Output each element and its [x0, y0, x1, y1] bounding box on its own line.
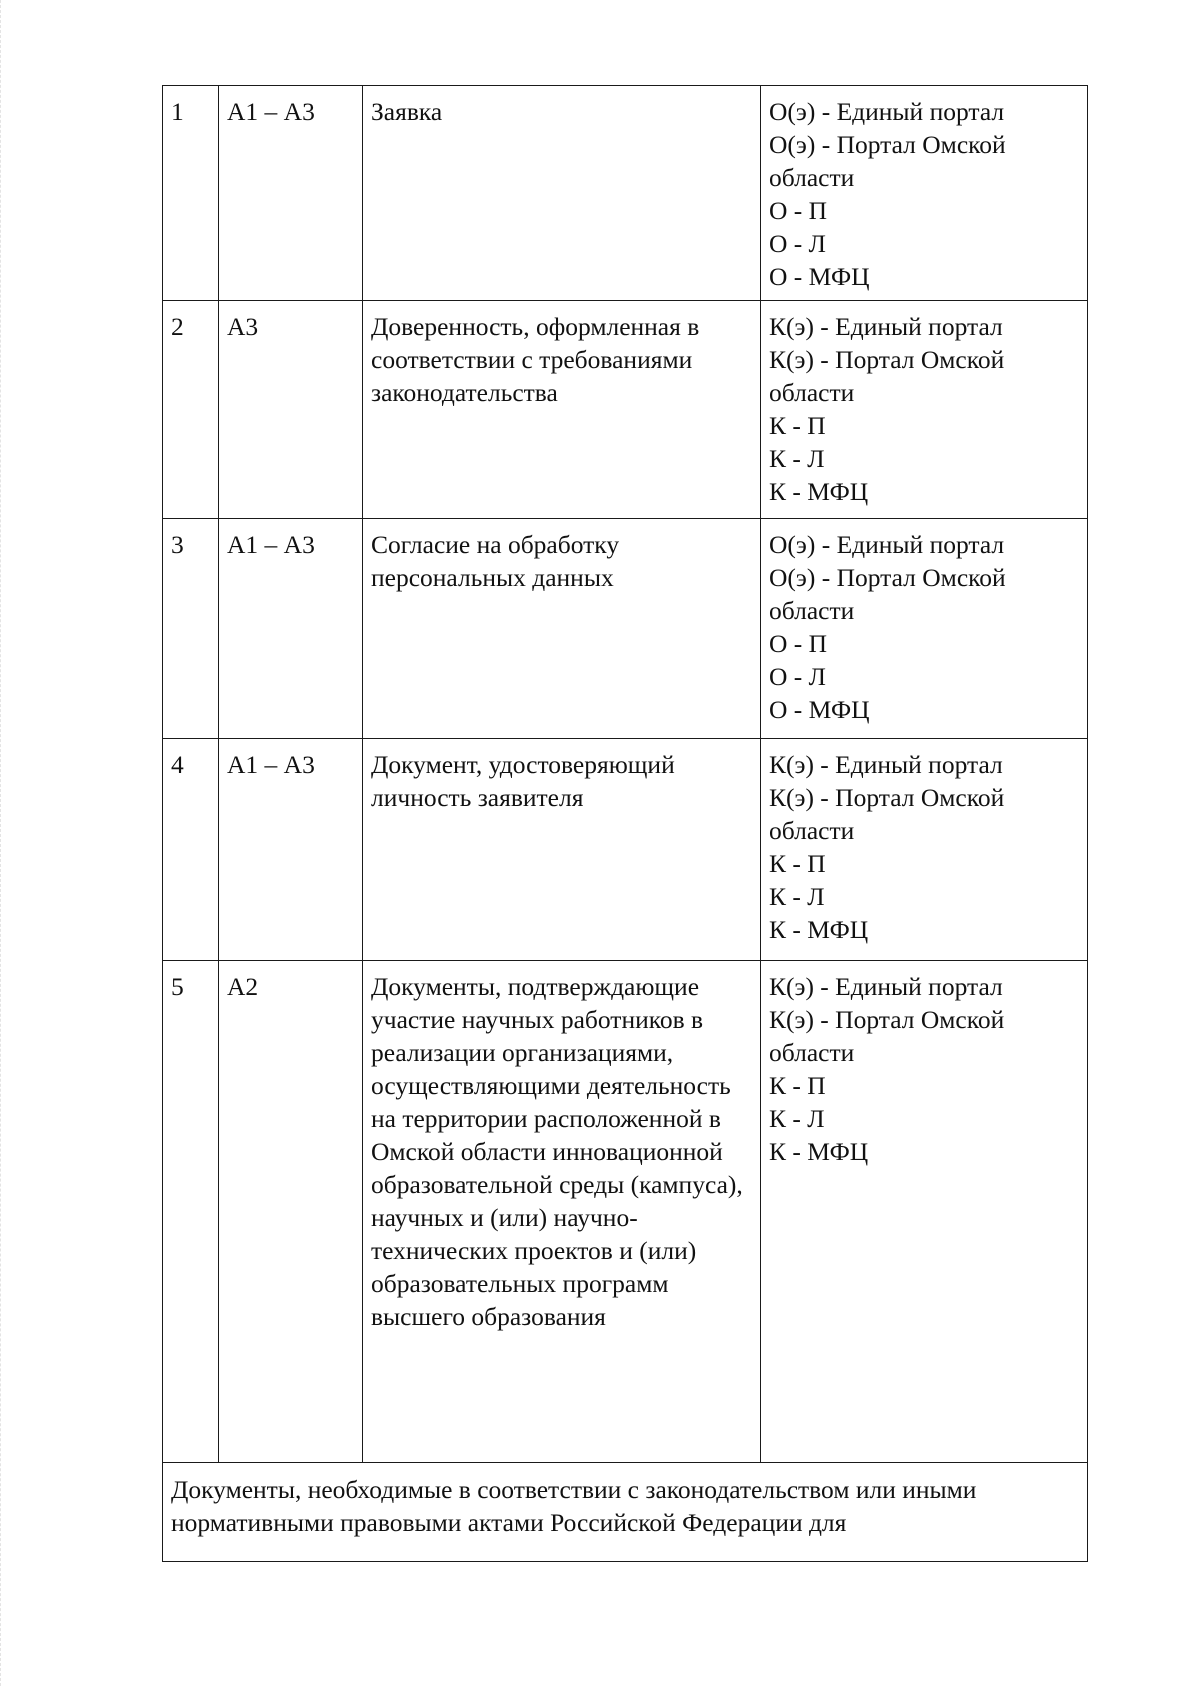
applicant-code: А1 – А3	[219, 739, 363, 961]
submission-form-line: О(э) - Портал Омской	[769, 130, 1006, 159]
row-number: 3	[163, 519, 219, 739]
submission-form-line: К(э) - Единый портал	[769, 972, 1003, 1001]
applicant-code: А1 – А3	[219, 519, 363, 739]
submission-form-line: О - Л	[769, 662, 826, 691]
table-footer-row	[163, 1463, 1088, 1562]
section-heading: Документы, необходимые в соответствии с законодательством или иными нормативными правовыми актами Российской Федерации для	[163, 1463, 1088, 1562]
submission-form-line: К - МФЦ	[769, 915, 869, 944]
document-name	[363, 519, 761, 739]
submission-form-line: К(э) - Единый портал	[769, 312, 1003, 341]
document-name-text: Доверенность, оформленная в соответствии с требованиями законодательства	[371, 312, 700, 407]
submission-form-line: О - Л	[769, 229, 826, 258]
submission-form-line: области	[769, 596, 855, 625]
submission-form-line: О(э) - Единый портал	[769, 97, 1005, 126]
submission-form-line: области	[769, 378, 855, 407]
table-row	[163, 86, 1088, 301]
submission-form-line: К - Л	[769, 1104, 825, 1133]
submission-form-line: К(э) - Единый портал	[769, 750, 1003, 779]
document-name	[363, 739, 761, 961]
page-edge	[0, 0, 6, 1686]
submission-form-line: О(э) - Единый портал	[769, 530, 1005, 559]
submission-form-line: О - П	[769, 196, 828, 225]
submission-forms	[761, 301, 1088, 519]
submission-form-line: К - П	[769, 411, 826, 440]
table-row	[163, 519, 1088, 739]
submission-form-line: О(э) - Портал Омской	[769, 563, 1006, 592]
applicant-code: А1 – А3	[219, 86, 363, 301]
applicant-code: А3	[219, 301, 363, 519]
row-number: 4	[163, 739, 219, 961]
document-name-text: Согласие на обработку персональных данных	[371, 530, 620, 592]
submission-form-line: К - Л	[769, 882, 825, 911]
documents-table	[162, 85, 1088, 1562]
document-name-text: Заявка	[371, 97, 443, 126]
row-number: 5	[163, 961, 219, 1463]
submission-form-line: области	[769, 163, 855, 192]
row-number: 2	[163, 301, 219, 519]
submission-forms	[761, 961, 1088, 1463]
submission-form-line: К - МФЦ	[769, 1137, 869, 1166]
document-name	[363, 961, 761, 1463]
table-row	[163, 739, 1088, 961]
submission-forms	[761, 86, 1088, 301]
submission-form-line: области	[769, 1038, 855, 1067]
submission-form-line: области	[769, 816, 855, 845]
submission-form-line: К(э) - Портал Омской	[769, 783, 1005, 812]
submission-forms	[761, 739, 1088, 961]
submission-form-line: О - П	[769, 629, 828, 658]
submission-form-line: К - П	[769, 849, 826, 878]
document-name-text: Документы, подтверждающие участие научных работников в реализации организациями, осуществляющими деятельность на территории расположенной в Омской области инновационной образовательной среды (кампуса), научных и (или) научно-технических проектов и (или) образовательных программ высшего образования	[371, 972, 743, 1331]
submission-form-line: К(э) - Портал Омской	[769, 1005, 1005, 1034]
row-number: 1	[163, 86, 219, 301]
document-name	[363, 86, 761, 301]
document-name-text: Документ, удостоверяющий личность заявителя	[371, 750, 675, 812]
table-row	[163, 301, 1088, 519]
table-row	[163, 961, 1088, 1463]
submission-forms	[761, 519, 1088, 739]
submission-form-line: О - МФЦ	[769, 695, 870, 724]
submission-form-line: К - Л	[769, 444, 825, 473]
submission-form-line: К - МФЦ	[769, 477, 869, 506]
applicant-code: А2	[219, 961, 363, 1463]
document-name	[363, 301, 761, 519]
submission-form-line: К - П	[769, 1071, 826, 1100]
submission-form-line: К(э) - Портал Омской	[769, 345, 1005, 374]
submission-form-line: О - МФЦ	[769, 262, 870, 291]
